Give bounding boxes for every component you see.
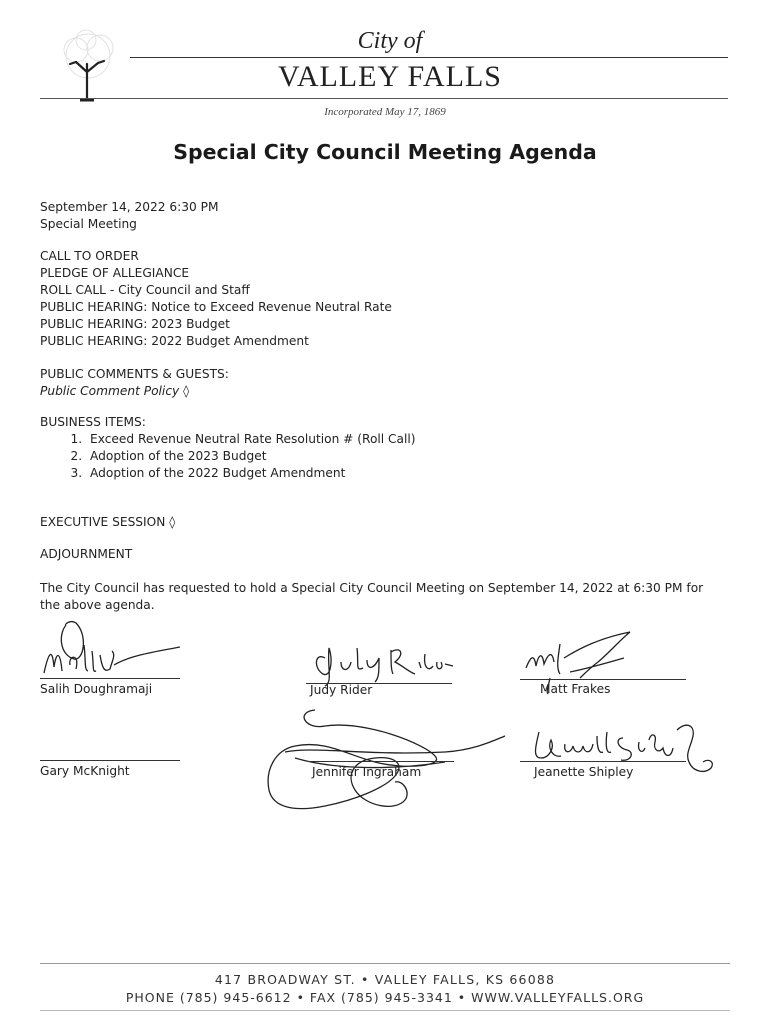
meeting-datetime: September 14, 2022 6:30 PM: [40, 200, 219, 214]
agenda-item: PUBLIC HEARING: Notice to Exceed Revenue Neutral Rate: [40, 300, 392, 314]
agenda-list: [40, 248, 392, 350]
meeting-type: Special Meeting: [40, 217, 137, 231]
footer-contact: PHONE (785) 945-6612 • FAX (785) 945-3341 • WWW.VALLEYFALLS.ORG: [125, 990, 645, 1005]
agenda-item: PUBLIC HEARING: 2022 Budget Amendment: [40, 334, 309, 348]
signature-jennifer: [255, 700, 515, 825]
signatory-name-jennifer: Jennifer Ingraham: [312, 765, 422, 779]
business-items-section: [40, 414, 416, 482]
signature-line-matt: [520, 679, 686, 680]
business-heading: BUSINESS ITEMS:: [40, 415, 146, 429]
header-rule-bottom: [40, 98, 728, 99]
agenda-item: CALL TO ORDER: [40, 249, 139, 263]
agenda-item: PUBLIC HEARING: 2023 Budget: [40, 317, 230, 331]
signature-line-jennifer: [308, 761, 454, 762]
header-incorporated: Incorporated May 17, 1869: [324, 106, 446, 118]
page-title: Special City Council Meeting Agenda: [173, 140, 597, 164]
signature-line-jeanette: [520, 761, 686, 762]
business-item: 1. Exceed Revenue Neutral Rate Resolution # (Roll Call): [86, 431, 416, 448]
footer-rule: [40, 963, 730, 964]
notice-line: The City Council has requested to hold a Special City Council Meeting on September 14, 2022 at 6:30 PM for: [40, 581, 704, 595]
adjournment: ADJOURNMENT: [40, 547, 133, 561]
public-comment-policy: Public Comment Policy ◊: [40, 384, 190, 398]
footer-address: 417 BROADWAY ST. • VALLEY FALLS, KS 66088: [214, 972, 556, 987]
public-comments-section: [40, 366, 229, 400]
signature-salih: [40, 615, 190, 685]
signatory-name-salih: Salih Doughramaji: [40, 682, 153, 696]
business-item: 2. Adoption of the 2023 Budget: [86, 448, 416, 465]
public-comments-heading: PUBLIC COMMENTS & GUESTS:: [40, 367, 229, 381]
meeting-info: [40, 199, 219, 233]
signatory-name-gary: Gary McKnight: [40, 764, 130, 778]
signature-judy: [305, 638, 465, 688]
executive-session: EXECUTIVE SESSION ◊: [40, 515, 176, 529]
tree-logo-icon: [40, 28, 130, 108]
header-town-name: VALLEY FALLS: [278, 60, 502, 93]
business-items-list: [40, 431, 416, 482]
footer-rule-bottom: [40, 1010, 730, 1011]
business-item: 3. Adoption of the 2022 Budget Amendment: [86, 465, 416, 482]
header-city-of: City of: [357, 28, 423, 54]
signatory-name-judy: Judy Rider: [310, 683, 373, 697]
signatory-name-matt: Matt Frakes: [540, 682, 611, 696]
signature-line-salih: [40, 678, 180, 679]
header-rule-top: [130, 57, 728, 58]
agenda-item: ROLL CALL - City Council and Staff: [40, 283, 250, 297]
agenda-item: PLEDGE OF ALLEGIANCE: [40, 266, 190, 280]
meeting-notice: [40, 580, 730, 614]
notice-line: the above agenda.: [40, 598, 155, 612]
signatory-name-jeanette: Jeanette Shipley: [534, 765, 634, 779]
signature-line-gary: [40, 760, 180, 761]
